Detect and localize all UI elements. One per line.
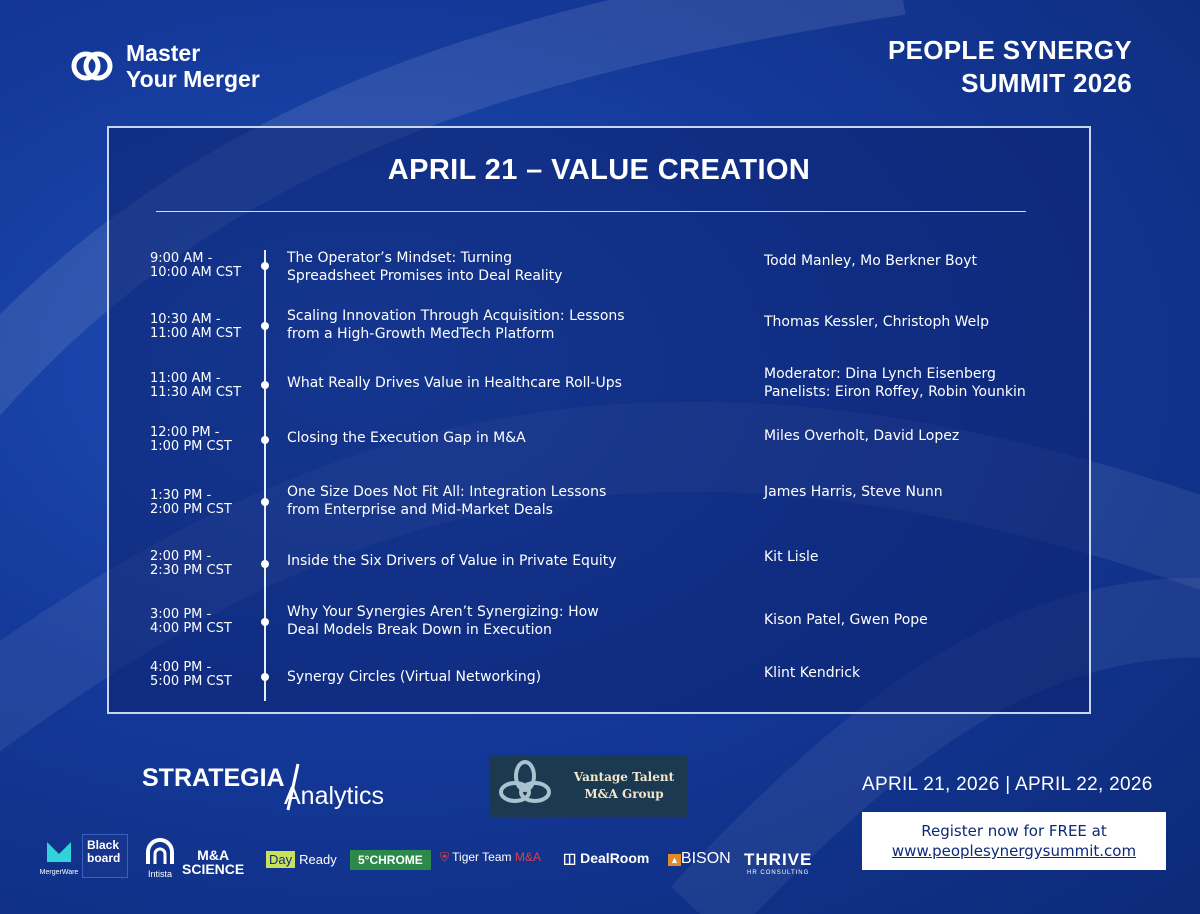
session-title-line-1: Scaling Innovation Through Acquisition: Lessons: [287, 308, 625, 324]
intista-text: Intista: [147, 869, 172, 879]
brand-logo: [70, 40, 260, 92]
session-speakers: [764, 252, 1084, 270]
dealroom-logo: [563, 850, 649, 867]
thrive-logo: [744, 850, 812, 876]
thrive-text: THRIVE: [744, 850, 813, 869]
strategia-analytics-logo: [142, 760, 412, 816]
session-speakers: [764, 365, 1084, 401]
event-dates: APRIL 21, 2026 | APRIL 22, 2026: [862, 774, 1153, 795]
vantage-line-1: Vantage Talent: [573, 770, 675, 784]
session-title: [287, 483, 687, 519]
day-one-ready-text: Ready: [299, 852, 337, 867]
session-title-line-2: from Enterprise and Mid-Market Deals: [287, 502, 553, 518]
dealroom-icon: ◫: [563, 850, 577, 866]
timeline-dot: [261, 262, 269, 270]
time-end: 1:00 PM CST: [150, 439, 232, 454]
speakers-line-1: Moderator: Dina Lynch Eisenberg: [764, 366, 996, 382]
blackboard-logo: [82, 834, 128, 878]
timeline-line: [264, 250, 266, 701]
session-title: [287, 374, 687, 392]
session-title-line-1: Closing the Execution Gap in M&A: [287, 430, 526, 446]
session-speakers: [764, 611, 1084, 629]
agenda-title: APRIL 21 – VALUE CREATION: [387, 154, 811, 186]
time-end: 11:30 AM CST: [150, 385, 242, 400]
tiger-team-shield-icon: ⛨: [440, 850, 450, 864]
register-link[interactable]: www.peoplesynergysummit.com: [891, 842, 1137, 860]
ma-science-line-2: SCIENCE: [182, 861, 245, 877]
session-speakers: [764, 664, 1084, 682]
session-time: [150, 489, 260, 517]
session-title-line-2: Deal Models Break Down in Execution: [287, 622, 552, 638]
blackboard-line-1: Black: [87, 838, 120, 852]
session-title: [287, 429, 687, 447]
time-end: 10:00 AM CST: [150, 265, 242, 280]
vantage-knot-icon: [495, 758, 555, 814]
session-title: [287, 249, 687, 285]
time-start: 3:00 PM -: [150, 607, 212, 622]
time-start: 2:00 PM -: [150, 549, 212, 564]
session-time: [150, 372, 260, 400]
summit-title-line-2: SUMMIT 2026: [961, 68, 1132, 98]
time-end: 2:00 PM CST: [150, 502, 232, 517]
speakers-line-1: Kison Patel, Gwen Pope: [764, 612, 928, 628]
agenda-panel: [107, 126, 1091, 714]
timeline-dot: [261, 560, 269, 568]
session-title: [287, 552, 687, 570]
summit-title-line-1: PEOPLE SYNERGY: [887, 35, 1132, 65]
summit-title: [888, 34, 1132, 100]
speakers-line-1: Todd Manley, Mo Berkner Boyt: [764, 253, 977, 269]
session-speakers: [764, 548, 1084, 566]
blackboard-line-2: board: [87, 851, 121, 865]
speakers-line-1: Thomas Kessler, Christoph Welp: [764, 314, 990, 330]
brand-line-2: Your Merger: [126, 66, 260, 92]
timeline-dot: [261, 381, 269, 389]
session-title-line-2: Spreadsheet Promises into Deal Reality: [287, 268, 563, 284]
time-end: 11:00 AM CST: [150, 326, 242, 341]
time-start: 11:00 AM -: [150, 371, 221, 386]
session-speakers: [764, 313, 1084, 331]
title-divider: [156, 211, 1026, 212]
session-title-line-1: Inside the Six Drivers of Value in Private Equity: [287, 553, 617, 569]
session-speakers: [764, 483, 1084, 501]
time-end: 4:00 PM CST: [150, 621, 232, 636]
session-time: [150, 608, 260, 636]
session-time: [150, 550, 260, 578]
vantage-line-2: M&A Group: [584, 787, 664, 801]
time-start: 12:00 PM -: [150, 425, 220, 440]
session-title-line-2: from a High-Growth MedTech Platform: [287, 326, 555, 342]
ma-science-line-1: M&A: [197, 847, 230, 863]
session-speakers: [764, 427, 1084, 445]
timeline-dot: [261, 322, 269, 330]
session-title: [287, 307, 687, 343]
time-end: 5:00 PM CST: [150, 674, 232, 689]
brand-line-1: Master: [126, 40, 201, 66]
speakers-line-1: Kit Lisle: [764, 549, 819, 565]
time-start: 1:30 PM -: [150, 488, 212, 503]
time-start: 4:00 PM -: [150, 660, 212, 675]
ma-science-logo: [182, 848, 244, 876]
5-chrome-logo: 5°CHROME: [350, 850, 431, 870]
mergerware-logo: [34, 840, 84, 876]
session-time: [150, 426, 260, 454]
session-title-line-1: The Operator’s Mindset: Turning: [287, 250, 512, 266]
timeline-dot: [261, 436, 269, 444]
session-title-line-1: One Size Does Not Fit All: Integration Lessons: [287, 484, 607, 500]
day-one-ready-logo: [266, 852, 337, 867]
mergerware-text: MergerWare: [39, 869, 79, 876]
timeline-dot: [261, 618, 269, 626]
session-time: [150, 313, 260, 341]
session-title: [287, 668, 687, 686]
mergerware-icon: [45, 840, 73, 864]
day-one-ready-mark: Day: [266, 851, 295, 868]
tiger-team-text: Tiger Team: [452, 850, 512, 864]
session-title-line-1: Why Your Synergies Aren’t Synergizing: How: [287, 604, 599, 620]
speakers-line-2: Panelists: Eiron Roffey, Robin Younkin: [764, 384, 1026, 400]
tiger-team-logo: ⛨ Tiger Team M&A: [440, 850, 541, 864]
bison-icon: ▲: [670, 855, 679, 865]
bison-text: BISON: [680, 850, 731, 867]
thrive-subtext: HR CONSULTING: [747, 870, 810, 876]
strategia-wordmark: STRATEGIA: [142, 764, 285, 792]
brand-name: [126, 40, 260, 92]
session-title: [287, 603, 687, 639]
vantage-talent-logo: [489, 755, 687, 817]
bison-logo: [668, 850, 731, 868]
register-label: Register now for FREE at: [921, 822, 1107, 840]
speakers-line-1: Miles Overholt, David Lopez: [764, 428, 960, 444]
time-start: 10:30 AM -: [150, 312, 221, 327]
vantage-name: [569, 769, 679, 803]
session-title-line-1: What Really Drives Value in Healthcare Roll-Ups: [287, 375, 622, 391]
analytics-wordmark: Analytics: [284, 782, 385, 810]
timeline-dot: [261, 498, 269, 506]
speakers-line-1: Klint Kendrick: [764, 665, 861, 681]
intista-arch-icon: [145, 838, 175, 864]
dealroom-text: DealRoom: [580, 850, 650, 866]
timeline-dot: [261, 673, 269, 681]
session-time: [150, 661, 260, 689]
time-end: 2:30 PM CST: [150, 563, 232, 578]
time-start: 9:00 AM -: [150, 251, 213, 266]
speakers-line-1: James Harris, Steve Nunn: [764, 484, 943, 500]
session-title-line-1: Synergy Circles (Virtual Networking): [287, 669, 542, 685]
brand-knot-icon: [70, 44, 114, 88]
sponsor-logo-strip: [30, 832, 830, 888]
intista-logo: [140, 838, 180, 879]
session-time: [150, 252, 260, 280]
register-button[interactable]: [862, 812, 1166, 870]
